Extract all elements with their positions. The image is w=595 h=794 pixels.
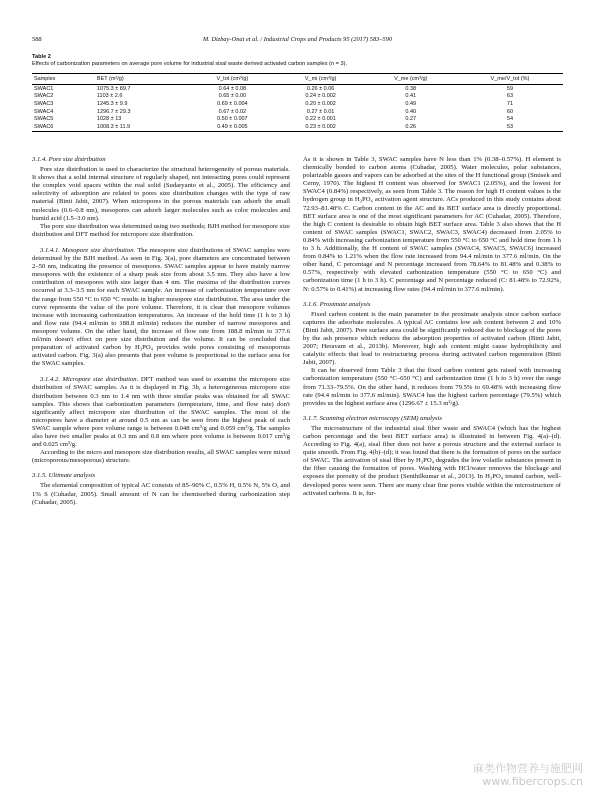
paragraph: The pore size distribution was determined using two methods; BJH method for mesopore size distribution and DFT method for micropore size distribution. <box>32 222 290 238</box>
table-cell: 60 <box>506 108 514 115</box>
table-row <box>32 93 563 101</box>
table-number: Table 2 <box>32 54 51 60</box>
column-header: V_me/V_tot (%) <box>457 74 563 85</box>
table-cell: 59 <box>506 85 514 92</box>
table-caption <box>32 54 563 68</box>
paragraph: The mesopore size distributions of SWAC samples were determined by the BJH method. As seen in Fig. 3(a), pore diameters are concentrated between 2–50 nm, indicating the presence of mesopores. SWAC samples appear to have mainly narrow mesopores with the existence of a sharp peak size from about 3.5 nm. They also have a low contribution of mesopores with size larger than 4 nm. The maxima of the distribution curves occurred at 3.3–3.5 nm for each SWAC sample. An increase of carbonization temperature over the range from 550 °C to 650 °C results in higher mesopore size distribution. The area under the curve represents the value of the pore volume. Therefore, it is clear that mesopore volumes increase with increasing carbonization temperatures. An increase of the hold time (1 h to 3 h) and flow rate (94.4 ml/min to 188.8 ml/min) reduces the number of narrow mesopores and mesopore volume. On the other hand, the increase of flow rate from 188.8 ml/min to 377.6 ml/min doesn't effect on pore size distribution and the volume. It can be concluded that preparation of activated carbon by H₃PO₄ provides wide pores consisting of mesoporous activated carbon. Fig. 3(a) also presents that pore volume is proportional to the surface area for the SWAC samples. <box>32 246 290 368</box>
section-3-1-4-1-heading: 3.1.4.1. Mesopore size distribution. <box>40 246 136 254</box>
table-body <box>32 85 563 132</box>
carbonization-table <box>32 73 563 132</box>
table-cell: 0.20 ± 0.002 <box>305 100 336 107</box>
table-cell: 0.50 ± 0.007 <box>217 116 248 123</box>
table-cell: 0.65 ± 0.00 <box>218 93 247 100</box>
table-row <box>32 123 563 131</box>
table-cell: 1028 ± 13 <box>96 116 122 123</box>
paragraph: DFT method was used to examine the micropore size distribution of SWAC samples. As it is displayed in Fig. 3b, a heterogeneous micropore size distribution between 0.3 nm to 1.4 nm with three similar peaks was obtained for all SWAC samples. This shows that carbonization parameters (temperature, time, and flow rate) don't significantly affect micropore size distribution of the SWAC samples. The most of the micropores have a diameter at around 0.5 nm as can be seen from the highest peak of each SWAC sample where pore volume range is between 0.048 cm³/g and 0.059 cm³/g. The samples also have two smaller peaks at 0.3 nm and 0.8 nm where pore volume is between 0.017 cm³/g and 0.025 cm³/g. <box>32 376 290 449</box>
table-cell: 0.40 <box>405 108 417 115</box>
section-3-1-7-heading: 3.1.7. Scanning electron microscopy (SEM) analysis <box>303 414 442 422</box>
table-cell: 1245.3 ± 9.9 <box>96 100 128 107</box>
column-header: V_mi (cm³/g) <box>277 74 365 85</box>
running-header <box>32 36 563 48</box>
column-header: Samples <box>32 74 95 85</box>
paragraph: According to the micro and mesopore size distribution results, all SWAC samples were mixed (microporous/mesoporous) structure. <box>32 449 290 465</box>
right-column <box>303 156 561 498</box>
table-cell: SWAC2 <box>34 93 54 100</box>
column-header: BET (m²/g) <box>95 74 188 85</box>
table-cell: 0.24 ± 0.002 <box>305 93 336 100</box>
table-cell: 1075.3 ± 89.7 <box>96 85 131 92</box>
table-cell: 0.41 <box>405 93 417 100</box>
watermark-line: 麻类作物营养与施肥网 <box>473 762 583 775</box>
table-header-row <box>32 74 563 85</box>
watermark <box>473 762 583 788</box>
table-cell: 0.49 <box>405 100 417 107</box>
table-cell: 1103 ± 2.6 <box>96 93 123 100</box>
paragraph: Pore size distribution is used to characterize the structural heterogeneity of porous materials. It shows that a solid internal structure of regularly shaped, not interacting pores could represent the complex void spaces within the real solid (Sudaryanto et al., 2005). The efficiency and selectivity of adsorption are related to pores size distribution changes with the type of raw material (Binti Jabit, 2007). When micropores in the porous materials can adsorb the small molecules (0.6–0.8 nm), mesopores can adsorb larger molecules such as color molecules and humid acid (1.5–3.0 nm). <box>32 166 290 222</box>
table-cell: 53 <box>457 123 563 131</box>
table-row <box>32 115 563 123</box>
table-row <box>32 100 563 108</box>
paragraph: As it is shown in Table 3, SWAC samples have N less than 1% (0.38–0.57%). H element is chemically bonded to carbon atoms (Cuhadar, 2005). Water molecules, polar substances, polarizable gasses and vapors can be adsorbed at the sites of the H functional group (Smisek and Cerny, 1970). The highest H content was observed for SWAC1 (2.05%), and the lowest for SWAC4 (0.84%) respectively, as seen from Table 3. The reason for high H content values is the hydrogen group in H₃PO₄ activation agent structure. ACs produced in this study contains about 72.93–81.48% C. Carbon content in the AC and its BET surface area is directly proportional. BET surface area is one of the most significant parameters for AC (Cuhadar, 2005). Therefore, the high C content is desirable to obtain high BET surface area. Table 3 also shows that the H content of SWAC samples (SWAC1, SWAC2, SWAC3, SWAC4) decreased from 2.05% to 0.84% with increasing carbonization temperature from 550 °C to 650 °C and hold time from 1 h to 3 h. Additionally, the H content of SWAC samples (SWAC4, SWAC5, SWAC6) increased from 0.84% to 1.21% when the flow rate increased from 94.4 ml/min to 377.6 ml/min. On the other hand, C percentage and N percentage increased from 78.64% to 81.48% and 0.38% to 0.57%, respectively with elevated carbonization temperature (550 °C to 650 °C) and carbonization time (1 h to 3 h). C percentage and N percentage reduced (C: 81.48% to 72.92%, N: 0.57% to 0.41%) at increasing flow rates (94.4 ml/min to 377.6 ml/min). <box>303 156 561 293</box>
table-cell: 0.22 ± 0.001 <box>305 116 336 123</box>
table-cell: 0.27 ± 0.01 <box>306 108 335 115</box>
paragraph: Fixed carbon content is the main parameter in the proximate analysis since carbon surface captures the adsorbate molecules. A typical AC contains low ash content between 2 and 10% (Binti Jabit, 2007). Pore surface area could be significantly reduced due to blockage of the pores by the ash presence which reduces the adsorption properties of activated carbon (Binti Jabit, 2007; Heravam et al., 2013b). Moreover, high ash content might cause hydrophilicity and catalytic effects that lead to restructuring process during activated carbon regeneration (Binti Jabit, 2007). <box>303 310 561 367</box>
table-cell: 54 <box>506 116 514 123</box>
table-cell: 1296.7 ± 29.3 <box>96 108 131 115</box>
table-cell: SWAC3 <box>34 100 54 107</box>
table-cell: SWAC1 <box>34 85 54 92</box>
table-cell: 0.23 ± 0.002 <box>277 123 365 131</box>
journal-citation: M. Dizbay-Onat et al. / Industrial Crops and Products 95 (2017) 583–590 <box>202 36 393 43</box>
paragraph: The elemental composition of typical AC consists of 85–90% C, 0.5% H, 0.5% N, 5% O, and 1% S (Cuhadar, 2005). Small amount of N can be chemisorbed during carbonization step (Cuhadar, 2005). <box>32 482 290 506</box>
table-cell: SWAC6 <box>32 123 95 131</box>
table-cell: 0.38 <box>405 85 417 92</box>
watermark-line: www.fibercrops.cn <box>482 775 583 788</box>
section-3-1-5-heading: 3.1.5. Ultimate analysis <box>32 472 96 480</box>
column-header: V_me (cm³/g) <box>365 74 457 85</box>
table-cell: 63 <box>506 93 514 100</box>
table-cell: SWAC5 <box>34 116 54 123</box>
table-cell: 0.27 <box>405 116 417 123</box>
column-header: V_tot (cm³/g) <box>188 74 277 85</box>
table-cell: 0.69 ± 0.004 <box>217 100 248 107</box>
table-cell: 0.64 ± 0.08 <box>218 85 247 92</box>
page-number: 588 <box>32 36 42 43</box>
table-cell: 0.67 ± 0.02 <box>218 108 247 115</box>
section-3-1-4-heading: 3.1.4. Pore size distribution <box>32 156 106 163</box>
table-cell: 0.26 ± 0.06 <box>306 85 335 92</box>
section-3-1-6-heading: 3.1.6. Proximate analysis <box>303 300 371 308</box>
table-row <box>32 85 563 93</box>
table-row <box>32 108 563 116</box>
table-caption-text: Effects of carbonization parameters on average pore volume for industrial sisal waste derived activated carbon samples (n = 3). <box>32 61 348 67</box>
table-cell: 0.49 ± 0.005 <box>188 123 277 131</box>
table-cell: 0.26 <box>365 123 457 131</box>
table-cell: 71 <box>506 100 514 107</box>
table-cell: SWAC4 <box>34 108 54 115</box>
paragraph: The microstructure of the industrial sisal fiber waste and SWAC4 (which has the highest carbon percentage and the best BET surface area) is illustrated in between Fig. 4(a)–(d). According to Fig. 4(a), sisal fiber does not have a porous structure and the external surface is quite smooth. From Fig. 4(b)–(d); it was found that there is the formation of pores on the surface of SWAC. The activation of sisal fiber by H₃PO₄ degrades the low volatile substances present in the fiber causing the formation of pores. Washing with HCl/water removes the blockage and exposes the porosity of the product (Senthilkumar et al., 2013). In H₃PO₄ treated carbon, well-developed pores were seen. There are many clear fine pores visible within the microstructure of activated carbons. It is, fur- <box>303 424 561 497</box>
left-column <box>32 156 290 507</box>
table-cell: 1008.3 ± 11.9 <box>95 123 188 131</box>
paragraph: It can be observed from Table 3 that the fixed carbon content gets raised with increasing carbonization temperature (550 °C–650 °C) and carbonization time (1 h to 3 h) over the range from 71.33–79.5%. On the other hand, it reduces from 79.5% to 69.48% with increasing flow rate (94.4 ml/min to 377.6 ml/min). SWAC4 has the highest carbon percentage (79.5%) which provides us the highest surface area (1296.67 ± 15.3 m²/g). <box>303 367 561 407</box>
section-3-1-4-2-heading: 3.1.4.2. Micropore size distribution. <box>40 376 139 384</box>
